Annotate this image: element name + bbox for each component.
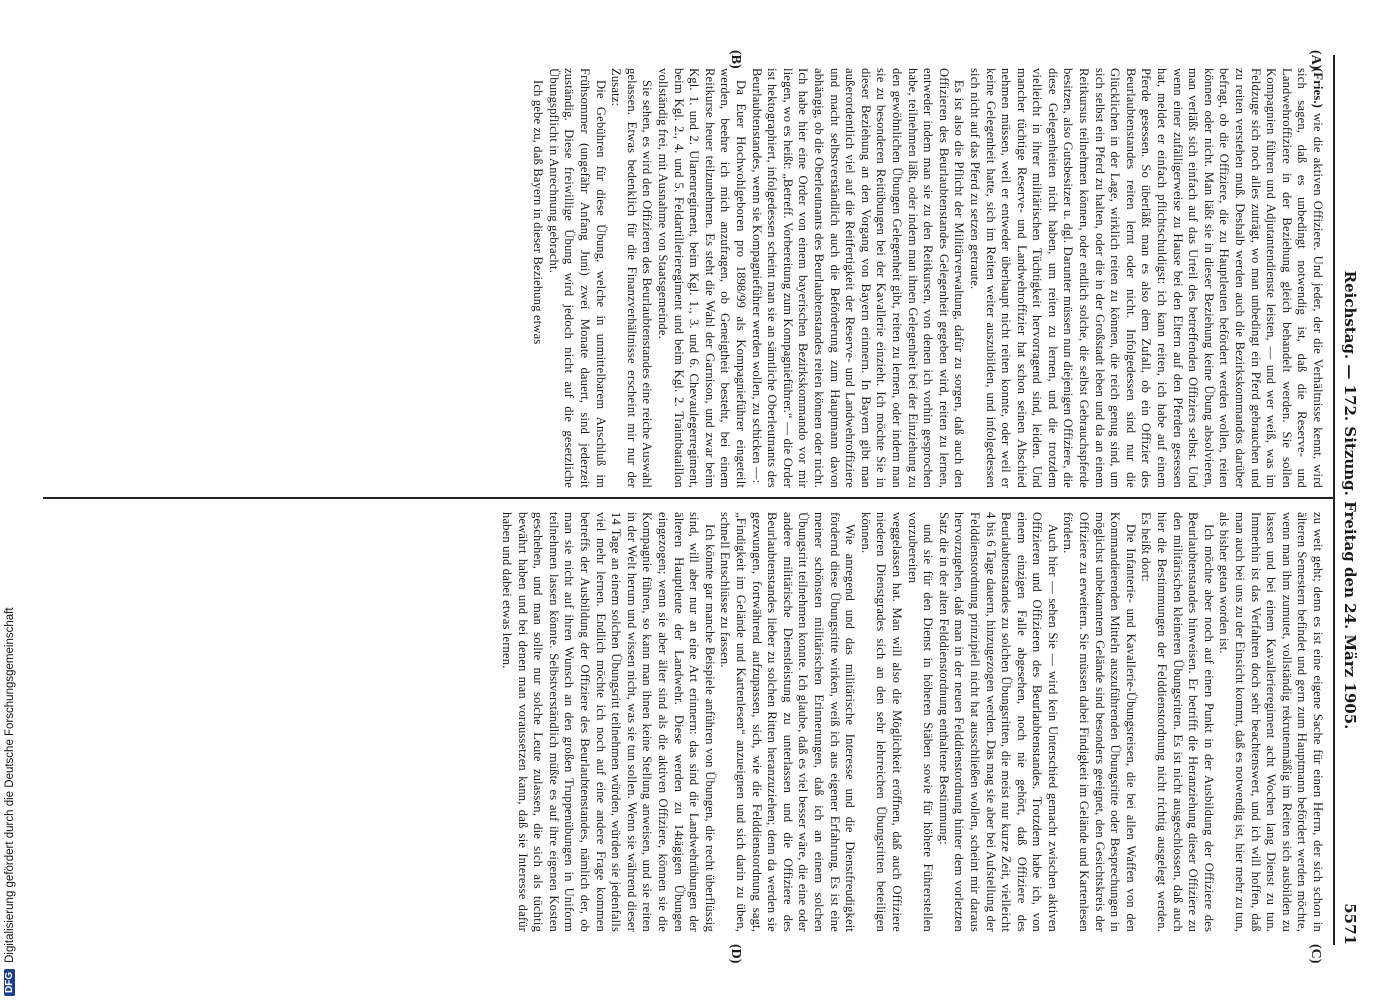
page-number: 5571 <box>1341 903 1359 945</box>
text-column-right <box>55 512 1325 932</box>
paragraph: Ich möchte aber noch auf einen Punkt in der Ausbildung der Offiziere des Beurlaubtenstandes hinweisen. Er betrifft die Heranziehung dieser Offiziere zu den militärischen kleineren Übungsritten. Es ist nicht ausgeschlossen, daß auch hier die Bestimmungen der Felddienstordnung nicht richtig ausgelegt werden. Es heißt dort: <box>1139 512 1216 932</box>
dfg-logo-icon: DFG <box>4 969 15 996</box>
paragraph: Ich könnte gar manche Beispiele anführen von Übungen, die recht überflüssig sind, will aber nur an eine Art erinnern: das sind die Landwehrübungen der älteren Hauptleute der Landwehr. Diese werden zu 14tägigen Übungen eingezogen; wenn sie aber älter sind als die aktiven Offiziere, können sie die Kompagnie führen, so kann man ihnen keine Stellung anweisen, und sie reiten in der Welt herum und wissen nicht, was sie tun sollen. Wenn sie während dieser 14 Tage an einem solchen Übungsritt teilnehmen würden, würden sie jedenfalls viel mehr lernen. Endlich möchte ich noch auf eine andere Frage kommen betreffs der Ausbildung der Offiziere des Beurlaubtenstandes, nämlich der, ob man sie nicht auf ihren Wunsch an den großen Truppenübungen in Uniform teilnehmen lassen könnte. Selbstverständlich müßte es auf ihre eigenen Kosten geschehen, und man sollte nur solche Leute zulassen, die sich als tüchtig bewährt haben und bei denen man voraussetzen kann, daß sie Interesse dafür haben und dabei etwas lernen. <box>500 512 717 932</box>
paragraph: weggelassen hat. Man will also die Möglichkeit eröffnen, daß auch Offiziere niederen Dienstgrades sich an den sehr lehrreichen Übungsritten beteiligen können. <box>858 512 904 932</box>
paragraph: Es ist also die Pflicht der Militärverwaltung, dafür zu sorgen, daß auch den Offizieren des Beurlaubtenstandes Gelegenheit gegeben wird, reiten zu lernen, entweder indem man sie zu den Reitkursen, von denen ich vorhin gesprochen habe, teilnehmen läßt, oder indem man ihnen Gelegenheit bei der Einziehung zu den gewöhnlichen Übungen Gelegenheit gibt, reiten zu lernen, oder indem man sie zu besonderen Reitübungen bei der Kavallerie einzieht. Ich möchte Sie in dieser Beziehung an den Vorgang von Bayern erinnern. In Bayern gibt man außerordentlich viel auf die Reitfertigkeit der Reserve- und Landwehroffiziere und macht selbstverständlich auch die Beförderung zum Hauptmann davon abhängig, ob die Oberleutnants des Beurlaubtenstandes reiten können oder nicht. Ich habe hier eine Order von einem bayerischen Bezirkskommando vor mir liegen, wo es heißt: „Betreff. Vorbereitung zum Kompagnieführer.“ — die Order ist hektographiert, infolgedessen scheint man sie an sämtliche Oberleutnants des Beurlaubtenstandes, wenn sie Kompagnieführer werden wollen, zu schicken —: <box>749 68 967 488</box>
paragraph: Wie anregend und das militärische Interesse und die Dienstfreudigkeit fördernd diese Übungsritte wirken, weiß ich aus eigener Erfahrung. Es ist eine meiner schönsten militärischen Erinnerungen, daß ich an einem solchen Übungsritt teilnehmen konnte. Ich glaube, daß es viel besser wäre, die eine oder andere militärische Dienstleistung zu unterlassen und die Offiziere des Beurlaubtenstandes lieber zu solchen Ritten heranzuziehen; denn da werden sie gezwungen, fortwährend aufzupassen, sich, wie die Felddienstordnung sagt, „Findigkeit im Gelände und Kartenlesen“ anzueignen und sich darin zu üben, schnell Entschlüsse zu fassen. <box>718 512 858 932</box>
page-header <box>1333 55 1365 945</box>
margin-marker-b: (B) <box>728 50 743 69</box>
quoted-paragraph: und sie für den Dienst in höheren Stäben sowie für höhere Führerstellen vorzubereiten <box>905 512 936 932</box>
paragraph: zu weit geht; denn es ist eine eigene Sache für einen Herrn, der sich schon in älteren Semestern befindet und gern zum Hauptmann befördert werden möchte, wenn man ihm zumutet, vollständig rekrutenmäßig im Reiten sich ausbilden zu lassen und bei einem Kavallerieregiment acht Wochen lang Dienst zu tun. Immerhin ist das Verfahren doch sehr beachtenswert, und ich will hoffen, daß man auch bei uns zu der Einsicht kommt, daß es notwendig ist, hier mehr zu tun, als bisher getan worden ist. <box>1217 512 1325 932</box>
margin-marker-c: (C) <box>1308 944 1323 964</box>
text-column-left <box>55 68 1325 488</box>
header-title: Reichstag. — 172. Sitzung. Freitag den 24. März 1905. <box>1341 270 1359 730</box>
paragraph: Auch hier — sehen Sie — wird kein Unterschied gemacht zwischen aktiven Offizieren und Offizieren des Beurlaubtenstandes. Trotzdem habe ich, von einem einzigen Falle abgesehen, noch nie gehört, daß Offiziere des Beurlaubtenstandes zu solchen Übungsritten, die meist nur kurze Zeit, vielleicht 4 bis 6 Tage dauern, hinzugezogen werden. Das mag sie aber bei Aufstellung der Felddienstordnung prinzipiell nicht hat ausschließen wollen, scheint mir daraus hervorzugehen, daß man in der neuen Felddienstordnung hinter dem vorletzten Satz die in der alten Felddienstordnung enthaltene Bestimmung: <box>936 512 1060 932</box>
margin-marker-a: (A) <box>1308 50 1323 70</box>
margin-marker-d: (D) <box>728 944 743 964</box>
paragraph-text: wie die aktiven Offiziere. Und jeder, der die Verhältnisse kennt, wird sich sagen, daß es unbedingt notwendig ist, daß die Reserve- und Landwehroffiziere in der Beziehung gleich behandelt werden. Sie sollen Kompagnien führen und Adjutantendienste leisten, — und wer weiß, was im Feldzuge sich noch alles zuträgt, wo man unbedingt ein Pferd gebrauchen und zu reiten verstehen muß. Deshalb werden auch die Bezirkskommandos darüber befragt, ob die Offiziere, die zu Hauptleuten befördert werden wollen, reiten können oder nicht. Man läßt sie in dieser Beziehung keine Übung absolvieren, man verläßt sich einfach auf das Urteil des betreffenden Offiziers selbst. Und wenn einer zufälligerweise zu Hause bei den Eltern auf den Pferden gesessen hat, meldet er einfach pflichtschuldigst: ich kann reiten, ich habe auf einem Pferde gesessen. So überläßt man es also dem Zufall, ob ein Offizier des Beurlaubtenstandes reiten lernt oder nicht. Infolgedessen sind nur die Glücklichen in der Lage, wirklich reiten zu können, die reich genug sind, um sich selbst ein Pferd zu halten, oder die in der Großstadt leben und da an einem Reitkursus teilnehmen können, oder endlich solche, die selbst Gebrauchspferde besitzen, also Gutsbesitzer u. dgl. Darunter müssen nun diejenigen Offiziere, die diese Gelegenheiten nicht haben, um reiten zu lernen, und die trotzdem vielleicht in ihrer militärischen Tüchtigkeit hervorragend sind, leiden. Und mancher tüchtige Reserve- und Landwehroffizier hat schon seinen Abschied nehmen müssen, weil er entweder überhaupt nicht reiten konnte, oder weil er keine Gelegenheit hatte, sich im Reiten weiter auszubilden, und infolgedessen sich nicht auf das Pferd zu setzen getraute. <box>967 68 1325 488</box>
paragraph: Ich gebe zu, daß Bayern in dieser Beziehung etwas <box>531 80 546 345</box>
quoted-paragraph: Da Euer Hochwohlgeboren pro 1898/99 als Kompagnieführer eingeteilt werden, beehre ich mich anzufragen, ob Geneigtheit besteht, bei einem Reitkurse heuer teilzunehmen. Es steht die Wahl der Garnison, und zwar beim Kgl. 1. und 2. Ulanenregiment, beim Kgl. 1., 3. und 6. Chevaulegerregiment, beim Kgl. 2., 4. und 5. Feldartillerieregiment und beim Kgl. 2. Traintbataillon vollständig frei, mit Ausnahme von Staatsgemeinde. <box>656 68 749 488</box>
digitization-footer <box>0 0 22 1000</box>
quoted-paragraph: Die Gebühren für diese Übung, welche in unmittelbarem Anschluß im Frühsommer (ungefähr Anfang Juni) zwei Monate dauert, sind jederzeit zuständig. Diese freiwillige Übung wird jedoch nicht auf die gesetzliche Übungspflicht in Anrechnung gebracht. <box>546 68 608 488</box>
speaker-name: (Fries.) <box>1311 68 1325 109</box>
paragraph: Sie sehen, es wird den Offizieren des Beurlaubtenstandes eine reiche Auswahl gelassen. Etwas bedenklich für die Finanzverhältnisse erscheint mir nur der Zusatz: <box>609 68 655 488</box>
paragraph <box>966 68 1325 488</box>
footer-text: Digitalisierung gefördert durch die Deutsche Forschungsgemeinschaft <box>4 607 16 963</box>
column-divider <box>43 497 1333 499</box>
quoted-paragraph: Die Infanterie- und Kavallerie-Übungsreisen, die bei allen Waffen von den Kommandierenden Mitteln auszuführenden Übungsritte oder Besprechungen in möglichst unbekanntem Gelände sind besonders geeignet, den Gesichtskreis der Offiziere zu erweitern. Sie müssen dabei Findigkeit im Gelände und Kartenlesen fördern. <box>1061 512 1138 932</box>
